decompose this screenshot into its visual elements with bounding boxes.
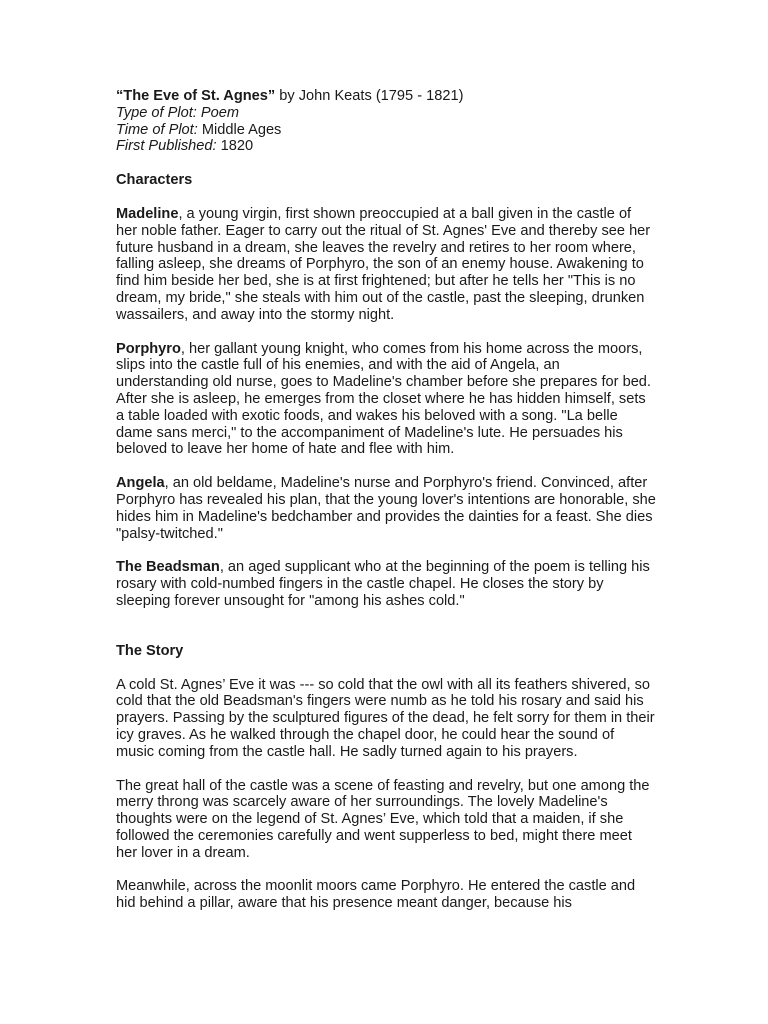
character-angela — [116, 475, 656, 542]
published-label: First Published: — [116, 138, 217, 155]
character-name: Madeline — [116, 205, 179, 222]
character-porphyro — [116, 341, 656, 459]
document-page — [116, 88, 656, 912]
characters-heading: Characters — [116, 172, 193, 189]
story-heading: The Story — [116, 642, 184, 659]
character-name: The Beadsman — [116, 559, 220, 576]
story-paragraph: The great hall of the castle was a scene of feasting and revelry, but one among the merry throng was scarcely aware of her surroundings. The lovely Madeline's thoughts were on the legend of St. Agnes’ Eve, which told that a maiden, if she followed the ceremonies carefully and went supperless to bed, might there meet her lover in a dream. — [116, 777, 650, 861]
author-byline: by John Keats (1795 - 1821) — [275, 88, 464, 104]
published-value: 1820 — [216, 138, 254, 155]
character-description: , her gallant young knight, who comes from his home across the moors, slips into the castle full of his enemies, and with the aid of Angela, an understanding old nurse, goes to Madeline's chamber before she prepares for bed. After she is asleep, he emerges from the closet where he has hidden himself, sets a table loaded with exotic foods, and wakes his beloved with a song. "La belle dame sans merci," to the accompaniment of Madeline's lute. He persuades his beloved to leave her home of hate and flee with him. — [116, 340, 651, 458]
title-block — [116, 88, 656, 155]
character-madeline — [116, 206, 656, 324]
story-paragraph: Meanwhile, across the moonlit moors came Porphyro. He entered the castle and hid behind a pillar, aware that his presence meant danger, because his — [116, 878, 636, 912]
story-paragraph: A cold St. Agnes’ Eve it was --- so cold that the owl with all its feathers shivered, so cold that the old Beadsman's fingers were numb as he told his rosary and said his prayers. Passing by the sculptured figures of the dead, he felt sorry for them in their icy graves. As he walked through the chapel door, he could hear the sound of music coming from the castle hall. He sadly turned again to his prayers. — [116, 676, 655, 760]
character-name: Angela — [116, 475, 165, 492]
character-name: Porphyro — [116, 340, 181, 357]
plot-time-label: Time of Plot: — [116, 121, 198, 138]
poem-title: “The Eve of St. Agnes” — [116, 88, 276, 104]
plot-time-value: Middle Ages — [197, 121, 282, 138]
character-description: , an old beldame, Madeline's nurse and Porphyro's friend. Convinced, after Porphyro has revealed his plan, that the young lover's intentions are honorable, she hides him in Madeline's bedchamber and provides the dainties for a feast. She dies "palsy-twitched." — [116, 475, 656, 542]
character-description: , a young virgin, first shown preoccupied at a ball given in the castle of her noble father. Eager to carry out the ritual of St. Agnes' Eve and thereby see her future husband in a dream, she leaves the revelry and retires to her room where, falling asleep, she dreams of Porphyro, the son of an enemy house. Awakening to find him beside her bed, she is at first frightened; but after he tells her "This is no dream, my bride," she steals with him out of the castle, past the sleeping, drunken wassailers, and away into the stormy night. — [116, 205, 651, 323]
plot-type: Type of Plot: Poem — [116, 104, 240, 121]
character-beadsman — [116, 559, 656, 609]
character-description: , an aged supplicant who at the beginning of the poem is telling his rosary with cold-numbed fingers in the castle chapel. He closes the story by sleeping forever unsought for "among his ashes cold." — [116, 559, 650, 609]
